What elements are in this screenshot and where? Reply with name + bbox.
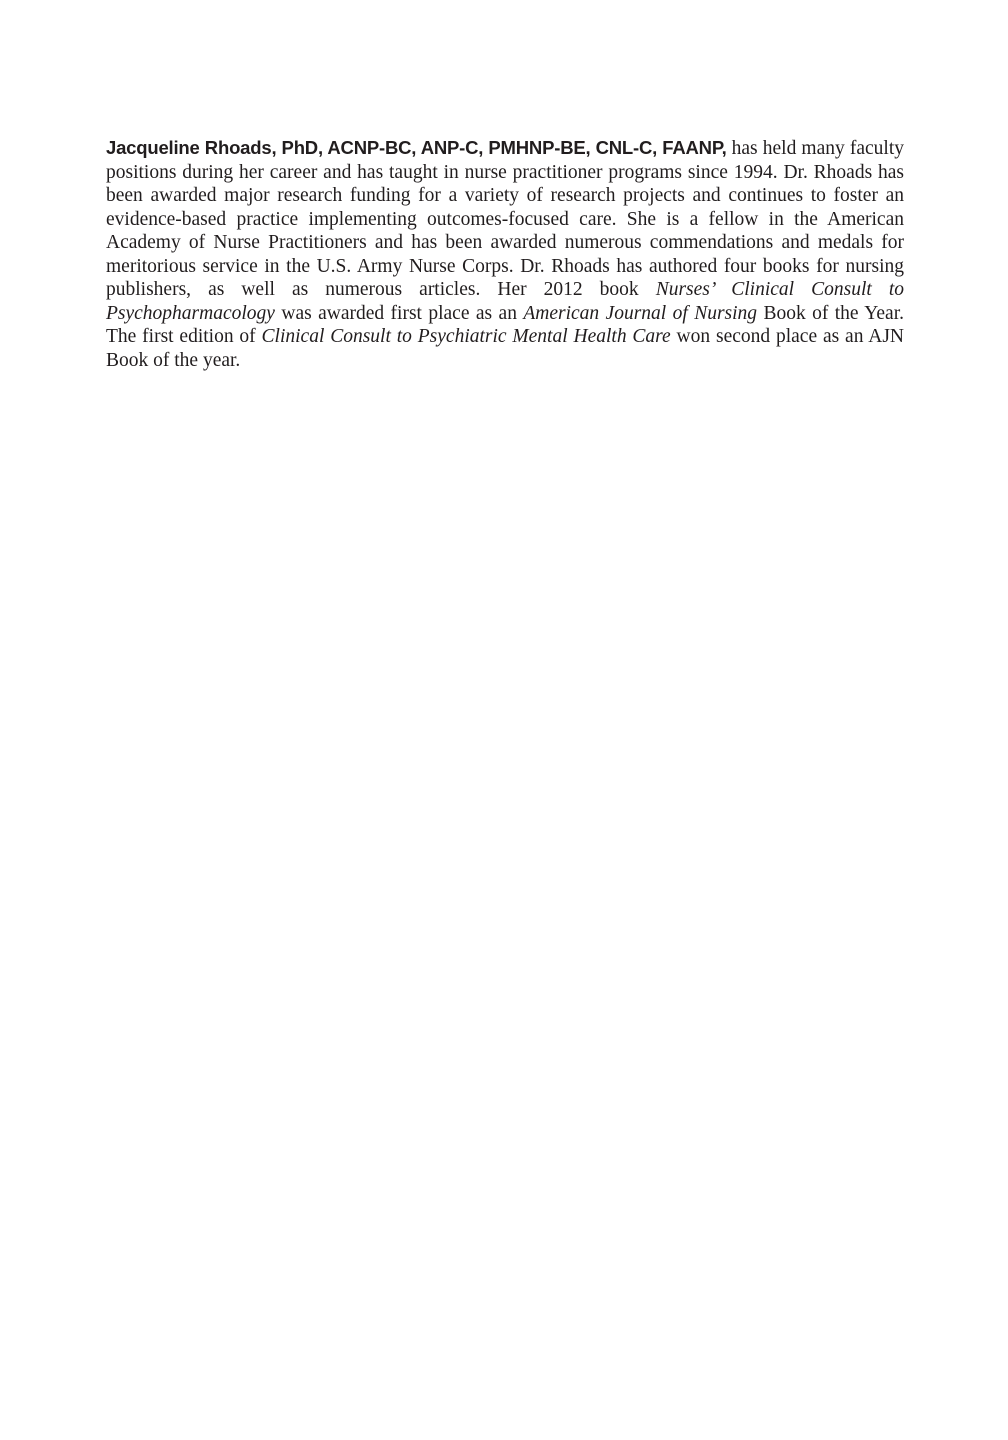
- book-title-clinical-consult-psychiatric: Clinical Consult to Psychiatric Mental Health Care: [261, 326, 671, 347]
- bio-body-text: was awarded first place as an: [274, 302, 524, 324]
- book-title-nurses-clinical-consult: Nurses’ Clinical Consult to Psychopharmacology: [106, 279, 904, 324]
- bio-body-text: has held many faculty positions during her career and has taught in nurse practitioner programs since 1994. Dr. Rhoads has been awarded major research funding for a variety of research projects and continues to foster an evidence-based practice implementing outcomes-focused care. She is a fellow in the American Academy of Nurse Practitioners and has been awarded numerous commendations and medals for meritorious service in the U.S. Army Nurse Corps. Dr. Rhoads has authored four books for nursing publishers, as well as numerous articles. Her 2012 book: [106, 138, 905, 300]
- bio-body-text: won second place as an AJN Book of the year.: [106, 326, 904, 371]
- bio-body-text: Book of the Year. The first edition of: [106, 302, 904, 347]
- author-bio-paragraph: [106, 136, 904, 372]
- journal-title-american-journal-of-nursing: American Journal of Nursing: [523, 302, 758, 324]
- author-name-credentials: Jacqueline Rhoads, PhD, ACNP-BC, ANP-C, PMHNP-BE, CNL-C, FAANP,: [106, 137, 727, 158]
